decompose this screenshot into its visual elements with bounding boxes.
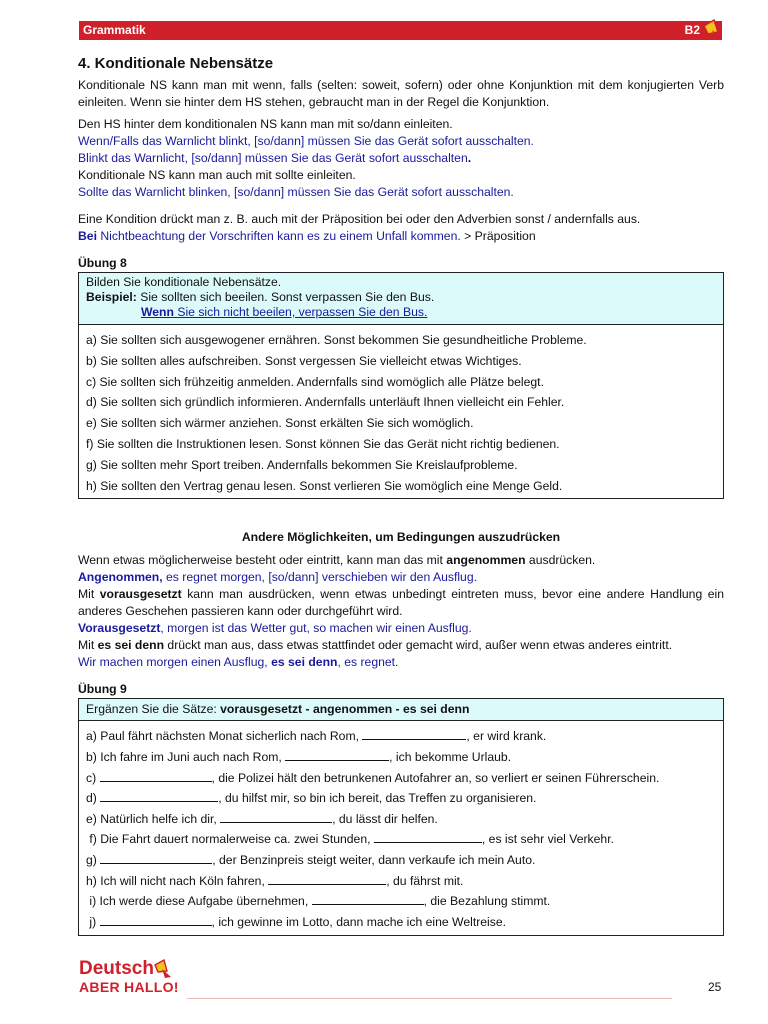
exercise-8-items	[79, 325, 723, 498]
intro-paragraph: Konditionale NS kann man mit wenn, falls (selten: soweit, sofern) oder ohne Konjunktion mit dem konjugierten Verb einleiten. Wenn sie hinter dem HS stehen, gebraucht man in der Regel die Konjunktion.	[78, 78, 724, 109]
answer-blank[interactable]	[100, 852, 212, 864]
exercise-item: c) , die Polizei hält den betrunkenen Autofahrer an, so verliert er seinen Führerschein.	[86, 770, 660, 785]
exercise-9-box	[78, 698, 724, 936]
exercise-item: d) Sie sollten sich gründlich informieren. Andernfalls unterläuft Ihnen vielleicht ein Fehler.	[86, 395, 565, 410]
header-banner	[79, 21, 722, 40]
exercise-item: f) Sie sollten die Instruktionen lesen. Sonst können Sie das Gerät nicht richtig bedienen.	[86, 436, 560, 451]
exercise-item: h) Sie sollten den Vertrag genau lesen. Sonst verlieren Sie womöglich eine Menge Geld.	[86, 478, 563, 493]
exercise-item: j) , ich gewinne im Lotto, dann mache ich eine Weltreise.	[86, 914, 507, 929]
intro-sollte: Konditionale NS kann man auch mit sollte einleiten.	[78, 168, 356, 182]
answer-blank[interactable]	[100, 914, 212, 926]
exercise-item: b) Sie sollten alles aufschreiben. Sonst vergessen Sie vielleicht etwas Wichtiges.	[86, 353, 522, 368]
answer-blank[interactable]	[220, 811, 332, 823]
exercise-item: d) , du hilfst mir, so bin ich bereit, das Treffen zu organisieren.	[86, 791, 537, 806]
exercise-8-instructions	[79, 273, 723, 325]
example-sollte: Sollte das Warnlicht blinken, [so/dann] müssen Sie das Gerät sofort ausschalten.	[78, 185, 514, 199]
example-wenn: Wenn/Falls das Warnlicht blinkt, [so/dann] müssen Sie das Gerät sofort ausschalten.	[78, 134, 534, 148]
exercise-item: a) Paul fährt nächsten Monat sicherlich nach Rom, , er wird krank.	[86, 729, 547, 744]
exercise-item: c) Sie sollten sich frühzeitig anmelden. Andernfalls sind womöglich alle Plätze belegt.	[86, 374, 544, 389]
exercise-item: a) Sie sollten sich ausgewogener ernähren. Sonst bekommen Sie gesundheitliche Probleme.	[86, 333, 587, 347]
answer-blank[interactable]	[312, 893, 424, 905]
page-number: 25	[708, 980, 722, 994]
exercise-item: i) Ich werde diese Aufgabe übernehmen, , die Bezahlung stimmt.	[86, 894, 551, 909]
megaphone-icon	[702, 18, 724, 40]
vorausgesetzt-explanation: Mit vorausgesetzt kann man ausdrücken, wenn etwas unbedingt eintreten muss, bevor eine andere Handlung ein anderes Geschehen passieren kann oder durchgeführt wird.	[78, 587, 724, 619]
example-bei: Bei Nichtbeachtung der Vorschriften kann es zu einem Unfall kommen. > Präposition	[78, 229, 536, 243]
exercise-item: g) , der Benzinpreis steigt weiter, dann verkaufe ich mein Auto.	[86, 852, 536, 867]
es-sei-denn-explanation: Mit es sei denn drückt man aus, dass etwas stattfindet oder gemacht wird, außer wenn etwas anderes eintritt.	[78, 638, 673, 653]
exercise-item: e) Sie sollten sich wärmer anziehen. Sonst erkälten Sie sich womöglich.	[86, 416, 474, 431]
answer-blank[interactable]	[100, 770, 212, 782]
deutsch-aber-hallo-logo	[79, 959, 179, 995]
megaphone-icon	[154, 959, 172, 979]
angenommen-example: Angenommen, es regnet morgen, [so/dann] verschieben wir den Ausflug.	[78, 570, 477, 585]
es-sei-denn-example: Wir machen morgen einen Ausflug, es sei denn, es regnet.	[78, 655, 399, 670]
vorausgesetzt-example: Vorausgesetzt, morgen ist das Wetter gut, so machen wir einen Ausflug.	[78, 621, 472, 636]
angenommen-explanation: Wenn etwas möglicherweise besteht oder eintritt, kann man das mit angenommen ausdrücken.	[78, 553, 596, 568]
footer-divider	[187, 998, 672, 999]
other-options-heading: Andere Möglichkeiten, um Bedingungen auszudrücken	[241, 530, 561, 545]
answer-blank[interactable]	[362, 728, 466, 740]
answer-blank[interactable]	[100, 790, 218, 802]
exercise-8-title: Übung 8	[78, 256, 127, 270]
answer-blank[interactable]	[285, 749, 389, 761]
logo-text-bottom: ABER HALLO!	[79, 979, 179, 995]
exercise-item: f) Die Fahrt dauert normalerweise ca. zwei Stunden, , es ist sehr viel Verkehr.	[86, 832, 614, 847]
exercise-item: g) Sie sollten mehr Sport treiben. Andernfalls bekommen Sie Kreislaufprobleme.	[86, 457, 518, 472]
exercise-item: h) Ich will nicht nach Köln fahren, , du fährst mit.	[86, 873, 464, 888]
exercise-8-example: Beispiel: Sie sollten sich beeilen. Sonst verpassen Sie den Bus.	[86, 290, 435, 304]
exercise-item: b) Ich fahre im Juni auch nach Rom, , ich bekomme Urlaub.	[86, 749, 512, 764]
exercise-8-instruction: Bilden Sie konditionale Nebensätze.	[86, 275, 282, 289]
intro-praeposition: Eine Kondition drückt man z. B. auch mit der Präposition bei oder den Adverbien sonst / andernfalls aus.	[78, 212, 641, 226]
exercise-item: e) Natürlich helfe ich dir, , du lässt dir helfen.	[86, 811, 438, 826]
exercise-8-example-answer: Wenn Sie sich nicht beeilen, verpassen Sie den Bus.	[141, 305, 428, 319]
exercise-9-items	[79, 721, 723, 935]
section-title: 4. Konditionale Nebensätze	[78, 55, 274, 72]
logo-text-top: Deutsch	[79, 958, 154, 979]
exercise-8-box	[78, 272, 724, 499]
exercise-9-title: Übung 9	[78, 682, 127, 697]
example-inversion: Blinkt das Warnlicht, [so/dann] müssen Sie das Gerät sofort ausschalten.	[78, 151, 472, 165]
answer-blank[interactable]	[374, 831, 482, 843]
page-content	[78, 55, 724, 936]
header-level: B2	[684, 23, 700, 37]
intro-so-dann: Den HS hinter dem konditionalen NS kann man mit so/dann einleiten.	[78, 117, 453, 131]
exercise-9-instruction: Ergänzen Sie die Sätze: vorausgesetzt - angenommen - es sei denn	[79, 699, 723, 721]
answer-blank[interactable]	[268, 873, 386, 885]
header-category: Grammatik	[83, 23, 146, 37]
